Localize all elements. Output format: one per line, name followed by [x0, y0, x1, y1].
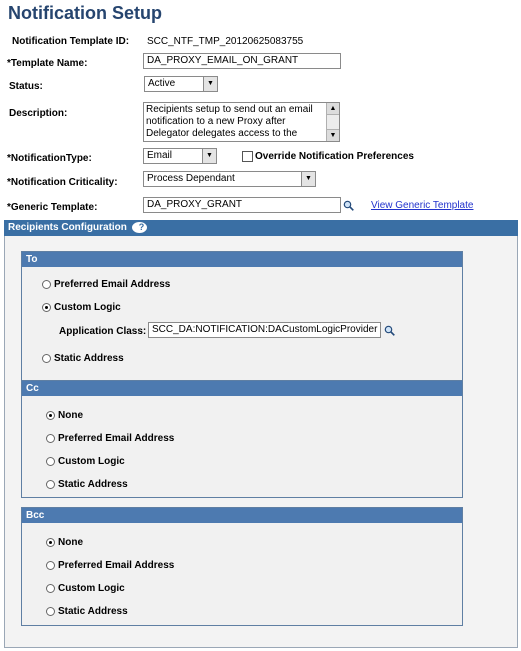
- bcc-none-label: None: [58, 537, 83, 548]
- to-preferred-email-radio[interactable]: [42, 280, 51, 289]
- cc-preferred-email-label: Preferred Email Address: [58, 433, 175, 444]
- cc-preferred-email-radio[interactable]: [46, 434, 55, 443]
- description-label: Description:: [9, 108, 68, 119]
- to-static-address-label: Static Address: [54, 353, 124, 364]
- recipients-config-body: [4, 236, 518, 648]
- bcc-static-address-label: Static Address: [58, 606, 128, 617]
- help-icon[interactable]: ?: [132, 222, 147, 233]
- view-generic-template-link[interactable]: View Generic Template: [371, 200, 474, 211]
- application-class-input[interactable]: SCC_DA:NOTIFICATION:DACustomLogicProvider: [148, 322, 381, 338]
- generic-template-label: *Generic Template:: [7, 202, 98, 213]
- cc-group: [21, 380, 463, 498]
- to-group-header: To: [22, 252, 462, 267]
- description-scrollbar[interactable]: [326, 103, 339, 141]
- status-select[interactable]: [144, 76, 218, 92]
- override-preferences-label: Override Notification Preferences: [255, 151, 414, 162]
- template-id-label: Notification Template ID:: [12, 36, 130, 47]
- magnifier-icon[interactable]: [343, 200, 354, 211]
- description-text: Recipients setup to send out an email notification to a new Proxy after Delegator delegates access to the: [146, 104, 313, 139]
- cc-static-address-radio[interactable]: [46, 480, 55, 489]
- bcc-group: [21, 507, 463, 626]
- description-textarea[interactable]: [143, 102, 340, 142]
- to-preferred-email-label: Preferred Email Address: [54, 279, 171, 290]
- cc-custom-logic-radio[interactable]: [46, 457, 55, 466]
- cc-none-radio[interactable]: [46, 411, 55, 420]
- template-name-input[interactable]: DA_PROXY_EMAIL_ON_GRANT: [143, 53, 341, 69]
- scroll-down-icon[interactable]: ▼: [327, 129, 339, 141]
- notification-type-select[interactable]: [143, 148, 217, 164]
- magnifier-icon[interactable]: [384, 325, 395, 336]
- bcc-preferred-email-radio[interactable]: [46, 561, 55, 570]
- notification-type-value: Email: [147, 150, 173, 161]
- bcc-static-address-radio[interactable]: [46, 607, 55, 616]
- chevron-down-icon: ▼: [301, 172, 315, 186]
- bcc-group-header: Bcc: [22, 508, 462, 523]
- application-class-label: Application Class:: [59, 326, 147, 337]
- template-name-label: *Template Name:: [7, 58, 88, 69]
- recipients-config-header: [4, 220, 518, 236]
- criticality-select[interactable]: [143, 171, 316, 187]
- status-label: Status:: [9, 81, 43, 92]
- to-static-address-radio[interactable]: [42, 354, 51, 363]
- scroll-up-icon[interactable]: ▲: [327, 103, 339, 115]
- criticality-value: Process Dependant: [147, 173, 235, 184]
- cc-none-label: None: [58, 410, 83, 421]
- chevron-down-icon: ▼: [203, 77, 217, 91]
- bcc-preferred-email-label: Preferred Email Address: [58, 560, 175, 571]
- to-group: [21, 251, 463, 385]
- bcc-none-radio[interactable]: [46, 538, 55, 547]
- bcc-custom-logic-label: Custom Logic: [58, 583, 125, 594]
- generic-template-input[interactable]: DA_PROXY_GRANT: [143, 197, 341, 213]
- to-custom-logic-label: Custom Logic: [54, 302, 121, 313]
- notification-type-label: *NotificationType:: [7, 153, 92, 164]
- recipients-config-title: Recipients Configuration: [8, 222, 127, 233]
- override-preferences-checkbox[interactable]: [242, 151, 253, 162]
- chevron-down-icon: ▼: [202, 149, 216, 163]
- criticality-label: *Notification Criticality:: [7, 177, 118, 188]
- cc-custom-logic-label: Custom Logic: [58, 456, 125, 467]
- page-title: Notification Setup: [8, 3, 162, 23]
- bcc-custom-logic-radio[interactable]: [46, 584, 55, 593]
- cc-group-header: Cc: [22, 381, 462, 396]
- to-custom-logic-radio[interactable]: [42, 303, 51, 312]
- cc-static-address-label: Static Address: [58, 479, 128, 490]
- status-select-value: Active: [148, 78, 176, 89]
- template-id-value: SCC_NTF_TMP_20120625083755: [147, 36, 304, 47]
